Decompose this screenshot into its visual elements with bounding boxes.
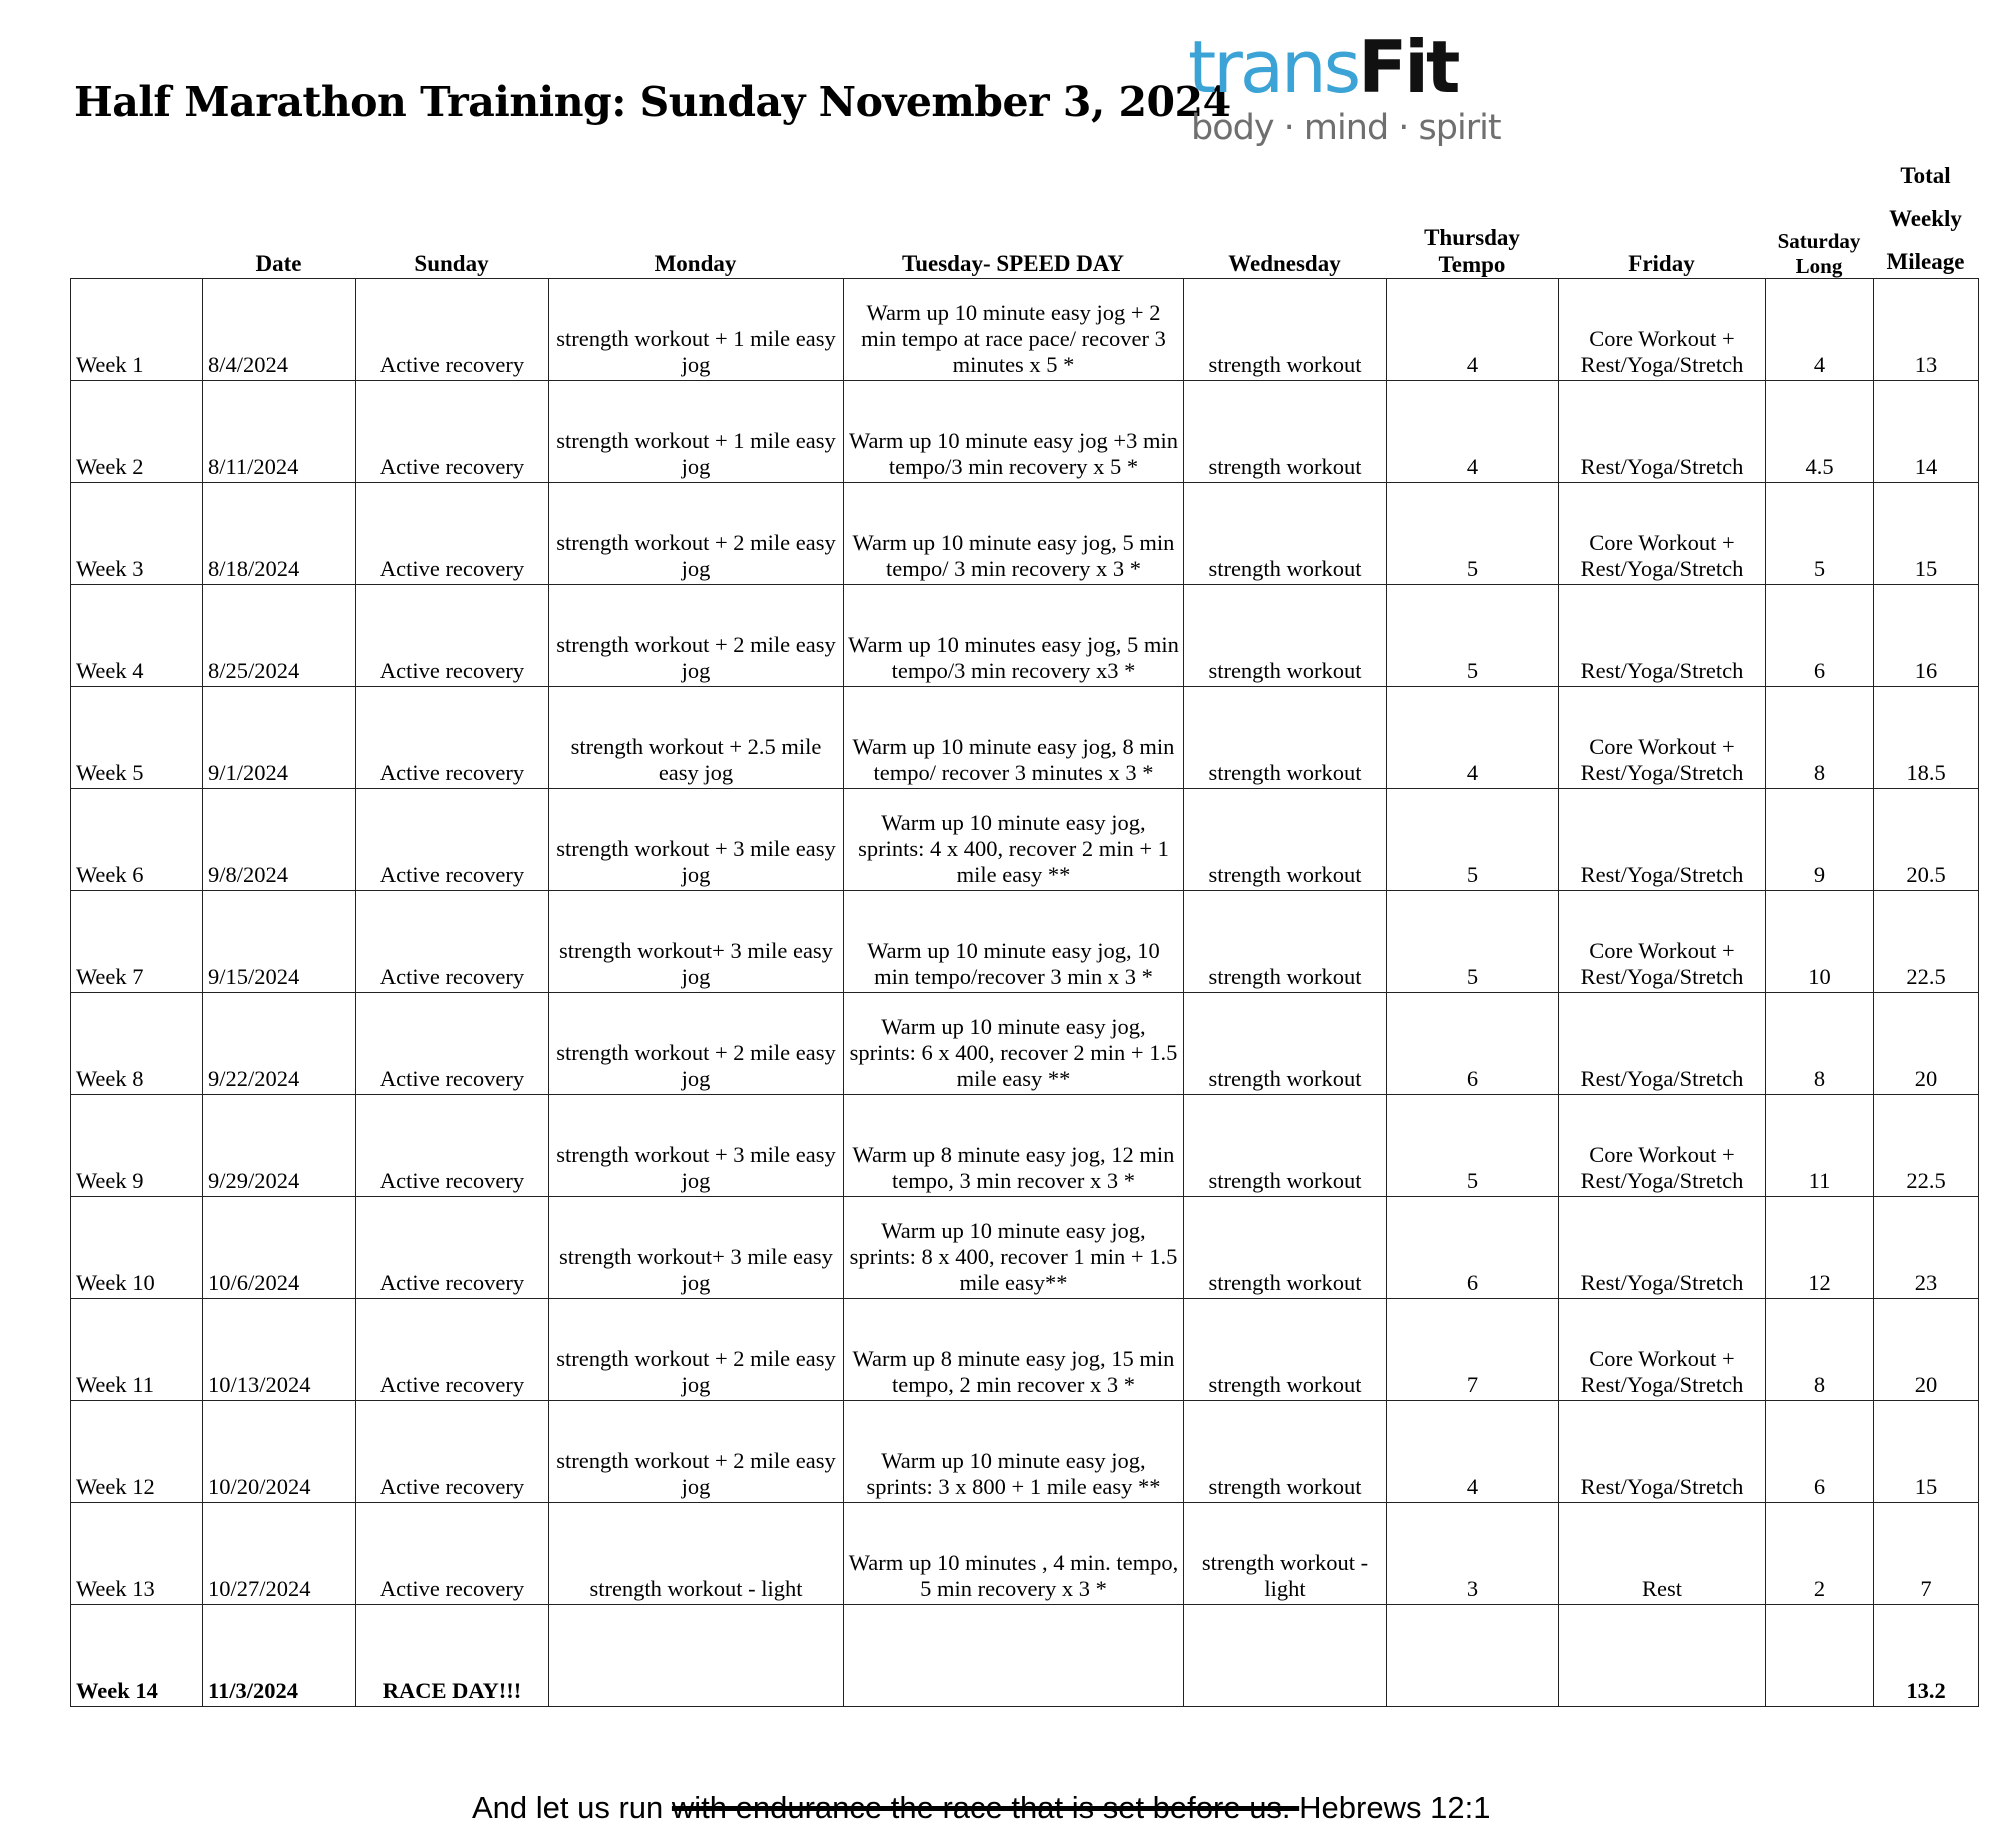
cell-tuesday: Warm up 10 minute easy jog, 5 min tempo/ 3 min recovery x 3 *: [844, 483, 1184, 585]
cell-saturday: 10: [1766, 891, 1874, 993]
cell-monday: strength workout+ 3 mile easy jog: [549, 1197, 844, 1299]
cell-total: 20: [1874, 1299, 1979, 1401]
cell-total: 13: [1874, 279, 1979, 381]
header-thursday-line1: Thursday: [1424, 225, 1520, 250]
cell-thursday: 4: [1387, 279, 1559, 381]
header-saturday-line2: Long: [1795, 254, 1843, 278]
cell-total: 13.2: [1874, 1605, 1979, 1707]
cell-thursday: 6: [1387, 993, 1559, 1095]
cell-date: 8/4/2024: [203, 279, 356, 381]
cell-wednesday: strength workout - light: [1184, 1503, 1387, 1605]
cell-week: Week 4: [71, 585, 203, 687]
cell-tuesday: Warm up 10 minute easy jog + 2 min tempo at race pace/ recover 3 minutes x 5 *: [844, 279, 1184, 381]
cell-friday: Rest/Yoga/Stretch: [1559, 1197, 1766, 1299]
cell-monday: strength workout + 2 mile easy jog: [549, 1299, 844, 1401]
cell-thursday: 5: [1387, 483, 1559, 585]
cell-saturday: 8: [1766, 687, 1874, 789]
cell-wednesday: strength workout: [1184, 1197, 1387, 1299]
header-total-line2: Weekly: [1889, 206, 1962, 231]
cell-sunday: Active recovery: [356, 1503, 549, 1605]
header-monday: Monday: [654, 251, 737, 276]
header-sunday: Sunday: [414, 251, 489, 276]
cell-tuesday: Warm up 10 minutes easy jog, 5 min tempo/3 min recovery x3 *: [844, 585, 1184, 687]
logo-trans: trans: [1188, 25, 1359, 109]
table-row: [71, 1299, 1979, 1401]
cell-date: 10/6/2024: [203, 1197, 356, 1299]
cell-week: Week 12: [71, 1401, 203, 1503]
cell-wednesday: strength workout: [1184, 483, 1387, 585]
cell-thursday: 3: [1387, 1503, 1559, 1605]
cell-week: Week 5: [71, 687, 203, 789]
cell-thursday: 5: [1387, 585, 1559, 687]
table-row: [71, 585, 1979, 687]
cell-date: 9/1/2024: [203, 687, 356, 789]
cell-date: 8/11/2024: [203, 381, 356, 483]
cell-tuesday: Warm up 8 minute easy jog, 15 min tempo, 2 min recover x 3 *: [844, 1299, 1184, 1401]
logo-fit: Fit: [1358, 25, 1458, 109]
cell-monday: strength workout + 3 mile easy jog: [549, 789, 844, 891]
cell-date: 9/29/2024: [203, 1095, 356, 1197]
cell-saturday: 6: [1766, 585, 1874, 687]
cell-total: 22.5: [1874, 1095, 1979, 1197]
cell-sunday: Active recovery: [356, 687, 549, 789]
cell-wednesday: strength workout: [1184, 585, 1387, 687]
cell-friday: Rest/Yoga/Stretch: [1559, 381, 1766, 483]
table-row: [71, 687, 1979, 789]
cell-week: Week 3: [71, 483, 203, 585]
cell-thursday: 5: [1387, 891, 1559, 993]
table-row: [71, 483, 1979, 585]
header-total: [1873, 154, 1978, 283]
cell-saturday: 4: [1766, 279, 1874, 381]
cell-date: 9/15/2024: [203, 891, 356, 993]
cell-friday: Rest/Yoga/Stretch: [1559, 789, 1766, 891]
cell-sunday: Active recovery: [356, 279, 549, 381]
cell-sunday: Active recovery: [356, 381, 549, 483]
cell-tuesday: Warm up 10 minute easy jog, sprints: 4 x 400, recover 2 min + 1 mile easy **: [844, 789, 1184, 891]
cell-week: Week 13: [71, 1503, 203, 1605]
cell-wednesday: strength workout: [1184, 891, 1387, 993]
cell-tuesday: Warm up 10 minute easy jog, 10 min tempo/recover 3 min x 3 *: [844, 891, 1184, 993]
cell-total: 18.5: [1874, 687, 1979, 789]
cell-saturday: 9: [1766, 789, 1874, 891]
cell-sunday: Active recovery: [356, 789, 549, 891]
cell-tuesday: Warm up 10 minute easy jog, sprints: 3 x 800 + 1 mile easy **: [844, 1401, 1184, 1503]
cell-sunday: Active recovery: [356, 1197, 549, 1299]
table-row: [71, 891, 1979, 993]
cell-friday: Rest/Yoga/Stretch: [1559, 993, 1766, 1095]
cell-friday: Core Workout + Rest/Yoga/Stretch: [1559, 483, 1766, 585]
table-row: [71, 381, 1979, 483]
cell-tuesday: Warm up 10 minutes , 4 min. tempo, 5 min recovery x 3 *: [844, 1503, 1184, 1605]
cell-monday: [549, 1605, 844, 1707]
cell-sunday: Active recovery: [356, 891, 549, 993]
transfit-logo: [1188, 25, 1501, 156]
cell-date: 9/8/2024: [203, 789, 356, 891]
cell-date: 8/25/2024: [203, 585, 356, 687]
cell-saturday: 11: [1766, 1095, 1874, 1197]
cell-thursday: 5: [1387, 1095, 1559, 1197]
cell-monday: strength workout+ 3 mile easy jog: [549, 891, 844, 993]
cell-total: 15: [1874, 1401, 1979, 1503]
table-row: [71, 1197, 1979, 1299]
table-row: [71, 1095, 1979, 1197]
cell-thursday: 4: [1387, 381, 1559, 483]
cell-saturday: 2: [1766, 1503, 1874, 1605]
cell-monday: strength workout + 2 mile easy jog: [549, 993, 844, 1095]
cell-week: Week 1: [71, 279, 203, 381]
cell-date: 8/18/2024: [203, 483, 356, 585]
cell-total: 14: [1874, 381, 1979, 483]
header-date: Date: [255, 251, 302, 276]
cell-saturday: 12: [1766, 1197, 1874, 1299]
cell-total: 20: [1874, 993, 1979, 1095]
cell-wednesday: strength workout: [1184, 279, 1387, 381]
cell-wednesday: strength workout: [1184, 789, 1387, 891]
cell-sunday: RACE DAY!!!: [356, 1605, 549, 1707]
table-body: [71, 279, 1979, 1707]
header-tuesday: Tuesday- SPEED DAY: [902, 251, 1124, 276]
cell-wednesday: strength workout: [1184, 1095, 1387, 1197]
cell-tuesday: Warm up 10 minute easy jog, sprints: 6 x 400, recover 2 min + 1.5 mile easy **: [844, 993, 1184, 1095]
cell-wednesday: strength workout: [1184, 1299, 1387, 1401]
page-title: Half Marathon Training: Sunday November 3, 2024: [74, 78, 1231, 126]
cell-thursday: 5: [1387, 789, 1559, 891]
cell-total: 15: [1874, 483, 1979, 585]
cell-wednesday: strength workout: [1184, 993, 1387, 1095]
cell-thursday: 6: [1387, 1197, 1559, 1299]
header-friday: Friday: [1628, 251, 1695, 276]
cell-thursday: 4: [1387, 687, 1559, 789]
cell-date: 10/13/2024: [203, 1299, 356, 1401]
header-saturday: [1765, 229, 1873, 279]
training-table: [70, 278, 1979, 1707]
cell-thursday: 7: [1387, 1299, 1559, 1401]
cell-tuesday: Warm up 8 minute easy jog, 12 min tempo, 3 min recover x 3 *: [844, 1095, 1184, 1197]
cell-friday: Core Workout + Rest/Yoga/Stretch: [1559, 1095, 1766, 1197]
table-row: [71, 1401, 1979, 1503]
cell-tuesday: Warm up 10 minute easy jog, 8 min tempo/ recover 3 minutes x 3 *: [844, 687, 1184, 789]
cell-friday: Rest: [1559, 1503, 1766, 1605]
cell-total: 7: [1874, 1503, 1979, 1605]
table-row: [71, 1503, 1979, 1605]
cell-friday: [1559, 1605, 1766, 1707]
header-thursday: [1386, 224, 1558, 278]
cell-sunday: Active recovery: [356, 1401, 549, 1503]
cell-wednesday: strength workout: [1184, 687, 1387, 789]
cell-sunday: Active recovery: [356, 483, 549, 585]
table-row: [71, 279, 1979, 381]
footer-start: And let us run: [472, 1790, 672, 1825]
cell-date: 10/20/2024: [203, 1401, 356, 1503]
footer-struck: with endurance the race that is set before us.: [671, 1790, 1300, 1825]
header-saturday-line1: Saturday: [1777, 229, 1861, 253]
cell-total: 23: [1874, 1197, 1979, 1299]
cell-week: Week 10: [71, 1197, 203, 1299]
cell-wednesday: strength workout: [1184, 381, 1387, 483]
cell-saturday: 6: [1766, 1401, 1874, 1503]
cell-monday: strength workout + 2 mile easy jog: [549, 483, 844, 585]
cell-sunday: Active recovery: [356, 993, 549, 1095]
cell-monday: strength workout + 1 mile easy jog: [549, 279, 844, 381]
cell-saturday: 4.5: [1766, 381, 1874, 483]
cell-wednesday: [1184, 1605, 1387, 1707]
cell-saturday: 8: [1766, 993, 1874, 1095]
cell-thursday: [1387, 1605, 1559, 1707]
cell-saturday: 5: [1766, 483, 1874, 585]
cell-friday: Rest/Yoga/Stretch: [1559, 1401, 1766, 1503]
cell-wednesday: strength workout: [1184, 1401, 1387, 1503]
footer-end: Hebrews 12:1: [1299, 1790, 1491, 1825]
header-thursday-line2: Tempo: [1438, 252, 1506, 277]
cell-sunday: Active recovery: [356, 585, 549, 687]
cell-sunday: Active recovery: [356, 1299, 549, 1401]
cell-friday: Core Workout + Rest/Yoga/Stretch: [1559, 687, 1766, 789]
cell-monday: strength workout - light: [549, 1503, 844, 1605]
cell-tuesday: Warm up 10 minute easy jog, sprints: 8 x 400, recover 1 min + 1.5 mile easy**: [844, 1197, 1184, 1299]
cell-tuesday: Warm up 10 minute easy jog +3 min tempo/3 min recovery x 5 *: [844, 381, 1184, 483]
cell-thursday: 4: [1387, 1401, 1559, 1503]
header-total-line1: Total: [1900, 163, 1951, 188]
cell-date: 10/27/2024: [203, 1503, 356, 1605]
cell-week: Week 8: [71, 993, 203, 1095]
table-row: [71, 789, 1979, 891]
cell-week: Week 9: [71, 1095, 203, 1197]
cell-week: Week 14: [71, 1605, 203, 1707]
cell-friday: Rest/Yoga/Stretch: [1559, 585, 1766, 687]
cell-sunday: Active recovery: [356, 1095, 549, 1197]
cell-week: Week 2: [71, 381, 203, 483]
cell-monday: strength workout + 3 mile easy jog: [549, 1095, 844, 1197]
cell-week: Week 7: [71, 891, 203, 993]
cell-monday: strength workout + 2 mile easy jog: [549, 585, 844, 687]
cell-monday: strength workout + 1 mile easy jog: [549, 381, 844, 483]
logo-wordmark: [1188, 26, 1457, 108]
cell-week: Week 6: [71, 789, 203, 891]
cell-monday: strength workout + 2.5 mile easy jog: [549, 687, 844, 789]
cell-total: 16: [1874, 585, 1979, 687]
cell-monday: strength workout + 2 mile easy jog: [549, 1401, 844, 1503]
cell-tuesday: [844, 1605, 1184, 1707]
cell-friday: Core Workout + Rest/Yoga/Stretch: [1559, 279, 1766, 381]
header-total-line3: Mileage: [1886, 249, 1965, 274]
table-row: [71, 1605, 1979, 1707]
logo-tagline: body · mind · spirit: [1191, 108, 1501, 148]
cell-friday: Core Workout + Rest/Yoga/Stretch: [1559, 891, 1766, 993]
cell-week: Week 11: [71, 1299, 203, 1401]
cell-friday: Core Workout + Rest/Yoga/Stretch: [1559, 1299, 1766, 1401]
table-row: [71, 993, 1979, 1095]
header-wednesday: Wednesday: [1228, 251, 1341, 276]
cell-saturday: [1766, 1605, 1874, 1707]
cell-total: 22.5: [1874, 891, 1979, 993]
cell-total: 20.5: [1874, 789, 1979, 891]
cell-saturday: 8: [1766, 1299, 1874, 1401]
cell-date: 11/3/2024: [203, 1605, 356, 1707]
cell-date: 9/22/2024: [203, 993, 356, 1095]
